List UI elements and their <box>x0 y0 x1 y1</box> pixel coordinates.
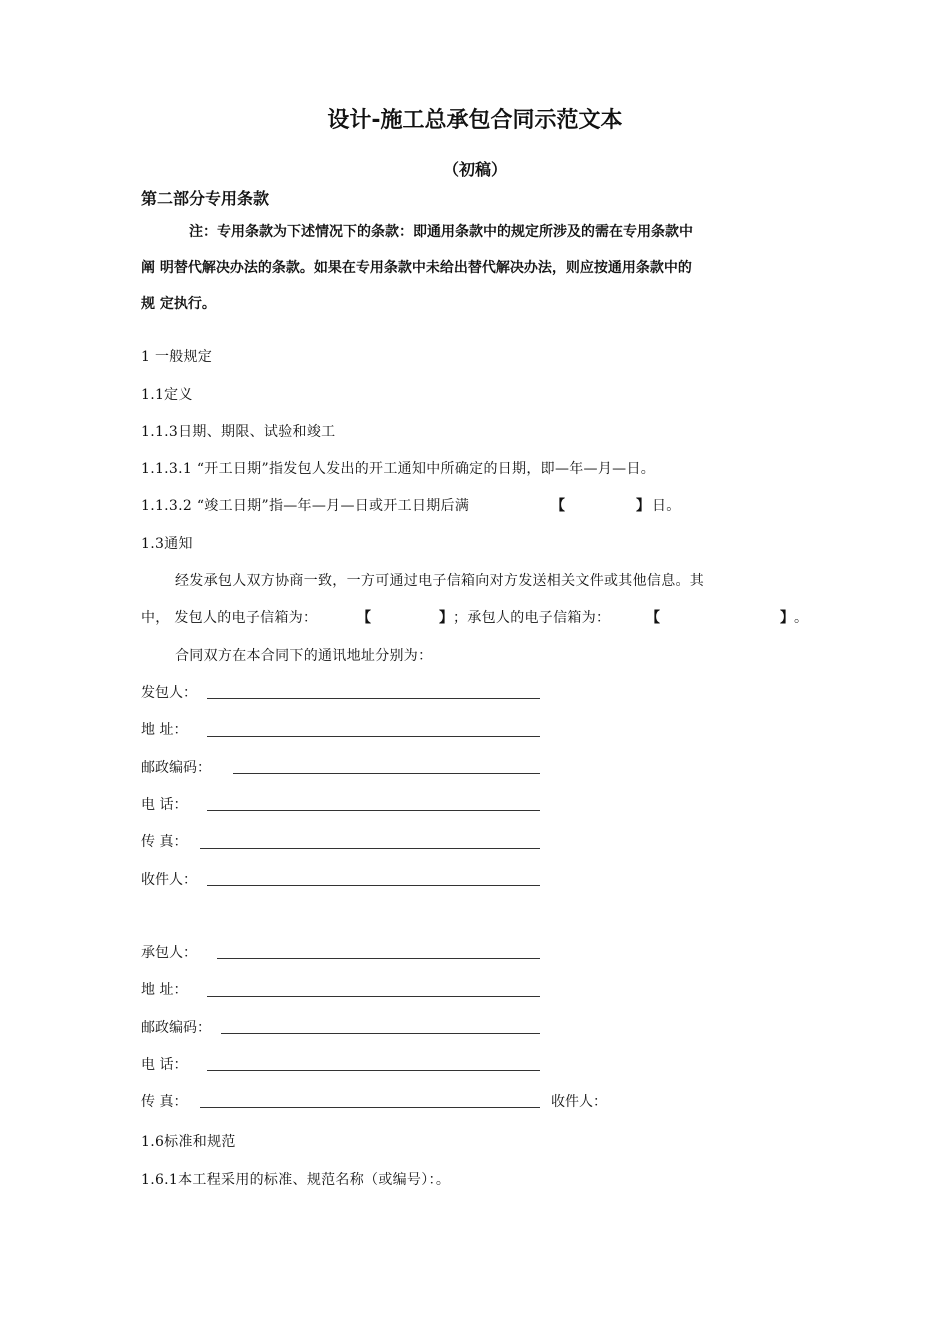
bracket-open: 【 <box>551 498 566 514</box>
bracket-open: 【 <box>357 610 372 626</box>
notice-paragraph-2-end: 。 <box>794 610 809 626</box>
employer-address-label: 地 址： <box>141 722 188 738</box>
employer-name-label: 发包人： <box>141 685 197 701</box>
section-1-1-3-2-text: 1.1.3.2 “竣工日期”指—年—月—日或开工日期后满 <box>141 498 470 514</box>
contractor-address-field[interactable] <box>207 996 540 997</box>
employer-address-field[interactable] <box>207 736 540 737</box>
contractor-postcode-field[interactable] <box>221 1033 540 1034</box>
contractor-phone-label: 电 话： <box>141 1057 188 1073</box>
bracket-open: 【 <box>646 610 661 626</box>
section-1-heading: 1 一般规定 <box>141 349 213 365</box>
employer-recipient-field[interactable] <box>207 885 540 886</box>
employer-fax-label: 传 真： <box>141 834 188 850</box>
section-1-6-heading: 1.6标准和规范 <box>141 1134 236 1150</box>
employer-recipient-label: 收件人： <box>141 872 197 888</box>
bracket-close: 】 <box>439 610 454 626</box>
section-1-1-heading: 1.1定义 <box>141 387 193 403</box>
contractor-fax-field[interactable] <box>200 1107 540 1108</box>
notice-paragraph-3: 合同双方在本合同下的通讯地址分别为： <box>175 648 433 664</box>
employer-postcode-label: 邮政编码： <box>141 760 211 776</box>
contractor-phone-field[interactable] <box>207 1070 540 1071</box>
contractor-name-field[interactable] <box>217 958 540 959</box>
notice-paragraph-2-b: ；承包人的电子信箱为： <box>453 610 611 626</box>
contractor-name-label: 承包人： <box>141 945 197 961</box>
section-1-1-3-1: 1.1.3.1 “开工日期”指发包人发出的开工通知中所确定的日期，即—年—月—日。 <box>141 461 656 477</box>
contractor-fax-label: 传 真： <box>141 1094 188 1110</box>
bracket-close: 】 <box>636 498 651 514</box>
section-1-1-3-heading: 1.1.3日期、期限、试验和竣工 <box>141 424 336 440</box>
employer-postcode-field[interactable] <box>233 773 540 774</box>
employer-fax-field[interactable] <box>200 848 540 849</box>
section-1-6-1: 1.6.1本工程采用的标准、规范名称（或编号）：。 <box>141 1172 451 1188</box>
part-heading: 第二部分专用条款 <box>141 189 270 208</box>
section-1-1-3-2-suffix: 日。 <box>652 498 681 514</box>
employer-name-field[interactable] <box>207 698 540 699</box>
employer-phone-label: 电 话： <box>141 797 188 813</box>
note-line-3: 规 定执行。 <box>141 296 216 312</box>
notice-paragraph-2-a: 中， 发包人的电子信箱为： <box>141 610 318 626</box>
note-line-1: 注：专用条款为下述情况下的条款：即通用条款中的规定所涉及的需在专用条款中 <box>189 224 693 240</box>
section-1-3-heading: 1.3通知 <box>141 536 193 552</box>
contractor-postcode-label: 邮政编码： <box>141 1020 211 1036</box>
note-line-2: 阐 明替代解决办法的条款。如果在专用条款中未给出替代解决办法，则应按通用条款中的 <box>141 260 692 276</box>
contractor-recipient-label: 收件人： <box>551 1094 607 1110</box>
document-subtitle: （初稿） <box>442 160 507 179</box>
contractor-address-label: 地 址： <box>141 982 188 998</box>
employer-phone-field[interactable] <box>207 810 540 811</box>
document-title: 设计-施工总承包合同示范文本 <box>327 108 623 133</box>
bracket-close: 】 <box>780 610 795 626</box>
notice-paragraph-1: 经发承包人双方协商一致，一方可通过电子信箱向对方发送相关文件或其他信息。其 <box>175 573 705 589</box>
